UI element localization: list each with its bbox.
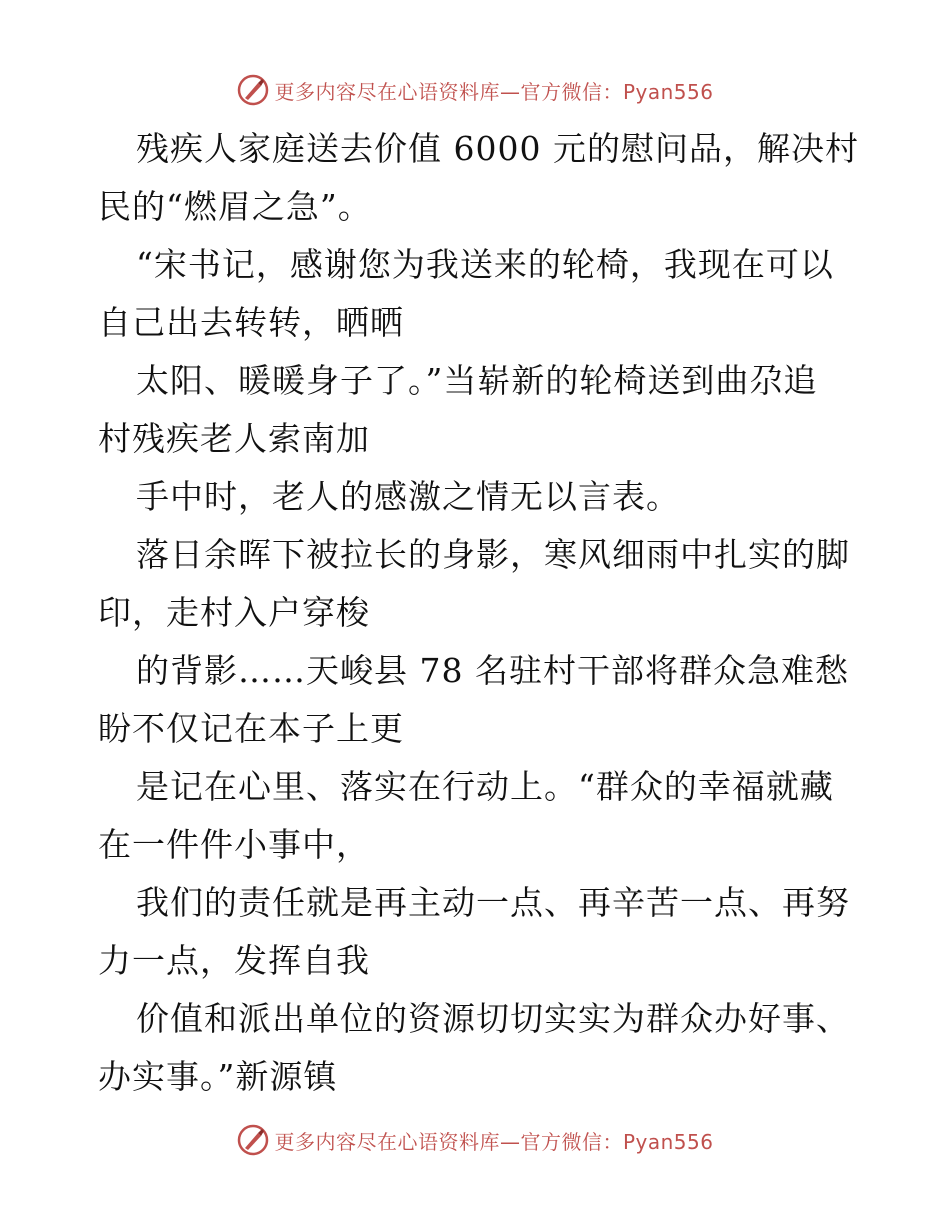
header-banner-text: 更多内容尽在心语资料库—官方微信：Pyan556 [274, 79, 714, 104]
text-line: 办实事。”新源镇 [98, 1057, 338, 1096]
footer-banner [0, 1120, 950, 1160]
text-line: 太阳、暖暖身子了。”当崭新的轮椅送到曲尕追 [136, 361, 818, 400]
text-line: 印，走村入户穿梭 [98, 593, 370, 632]
text-line: 在一件件小事中， [98, 825, 370, 864]
pen-logo-icon [236, 1123, 270, 1157]
text-line: 是记在心里、落实在行动上。“群众的幸福就藏 [136, 767, 834, 806]
text-line: 村残疾老人索南加 [98, 419, 370, 458]
text-line: 落日余晖下被拉长的身影，寒风细雨中扎实的脚 [136, 535, 850, 574]
text-line: 残疾人家庭送去价值 6000 元的慰问品，解决村 [136, 129, 859, 168]
text-line: 价值和派出单位的资源切切实实为群众办好事、 [136, 999, 850, 1038]
text-line: 手中时，老人的感激之情无以言表。 [136, 477, 680, 516]
text-line: 的背影……天峻县 78 名驻村干部将群众急难愁 [136, 651, 849, 690]
text-line: 自己出去转转，晒晒 [98, 303, 404, 342]
text-line: 盼不仅记在本子上更 [98, 709, 404, 748]
text-line: 我们的责任就是再主动一点、再辛苦一点、再努 [136, 883, 850, 922]
text-line: 民的“燃眉之急”。 [98, 187, 372, 226]
text-line: “宋书记，感谢您为我送来的轮椅，我现在可以 [136, 245, 834, 284]
text-line: 力一点，发挥自我 [98, 941, 370, 980]
footer-banner-text: 更多内容尽在心语资料库—官方微信：Pyan556 [274, 1129, 714, 1154]
